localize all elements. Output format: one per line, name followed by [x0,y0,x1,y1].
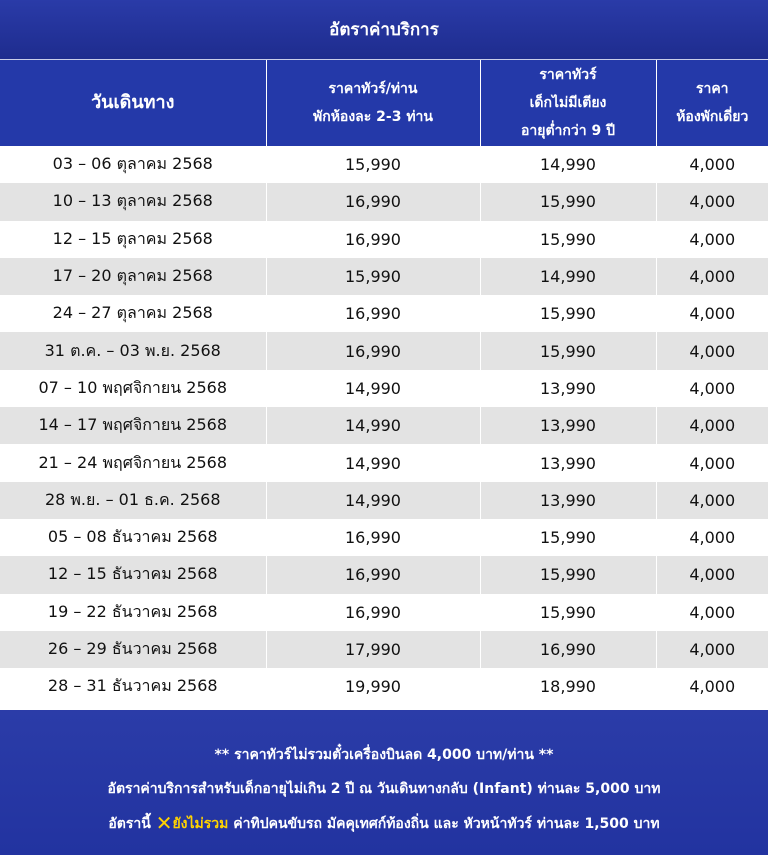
table-row [0,519,768,556]
cell-date: 12 – 15 ธันวาคม 2568 [0,556,266,593]
table-row [0,556,768,593]
cell-single-room: 4,000 [656,183,768,220]
cell-date: 14 – 17 พฤศจิกายน 2568 [0,407,266,444]
not-included-label: ยังไม่รวม [172,816,229,832]
cell-date: 17 – 20 ตุลาคม 2568 [0,258,266,295]
cell-adult-price: 15,990 [266,146,480,183]
cell-single-room: 4,000 [656,370,768,407]
cell-adult-price: 19,990 [266,668,480,705]
cell-adult-price: 14,990 [266,482,480,519]
cell-child-price: 13,990 [480,407,656,444]
cell-adult-price: 14,990 [266,407,480,444]
column-header-child-price: ราคาทัวร์ เด็กไม่มีเตียง อายุต่ำกว่า 9 ปี [480,60,656,146]
cell-child-price: 14,990 [480,258,656,295]
cell-child-price: 15,990 [480,295,656,332]
table-row [0,407,768,444]
cell-date: 26 – 29 ธันวาคม 2568 [0,631,266,668]
cell-adult-price: 14,990 [266,370,480,407]
cell-child-price: 13,990 [480,482,656,519]
cell-date: 05 – 08 ธันวาคม 2568 [0,519,266,556]
cell-adult-price: 16,990 [266,519,480,556]
table-row [0,594,768,631]
cell-single-room: 4,000 [656,482,768,519]
cell-child-price: 15,990 [480,556,656,593]
cell-date: 28 พ.ย. – 01 ธ.ค. 2568 [0,482,266,519]
table-row [0,668,768,705]
cell-adult-price: 15,990 [266,258,480,295]
column-header-date: วันเดินทาง [0,60,266,146]
cell-single-room: 4,000 [656,668,768,705]
cell-date: 31 ต.ค. – 03 พ.ย. 2568 [0,332,266,369]
note-tips: อัตรานี้ ✕ยังไม่รวม ค่าทิปคนขับรถ มัคคุเทศก์ท้องถิ่น และ หัวหน้าทัวร์ ท่านละ 1,500 บาท [108,811,660,835]
cross-icon: ✕ [155,811,173,835]
table-row [0,258,768,295]
table-body [0,146,768,705]
cell-adult-price: 16,990 [266,556,480,593]
cell-child-price: 15,990 [480,594,656,631]
cell-date: 24 – 27 ตุลาคม 2568 [0,295,266,332]
cell-child-price: 14,990 [480,146,656,183]
cell-adult-price: 17,990 [266,631,480,668]
cell-child-price: 13,990 [480,444,656,481]
cell-child-price: 13,990 [480,370,656,407]
cell-date: 28 – 31 ธันวาคม 2568 [0,668,266,705]
note-airfare: ** ราคาทัวร์ไม่รวมตั๋วเครื่องบินลด 4,000 บาท/ท่าน ** [214,747,554,763]
cell-date: 07 – 10 พฤศจิกายน 2568 [0,370,266,407]
cell-date: 12 – 15 ตุลาคม 2568 [0,221,266,258]
page-title: อัตราค่าบริการ [0,0,768,60]
table-row [0,183,768,220]
cell-single-room: 4,000 [656,221,768,258]
cell-child-price: 15,990 [480,519,656,556]
table-row [0,370,768,407]
column-header-single-room: ราคา ห้องพักเดี่ยว [656,60,768,146]
cell-single-room: 4,000 [656,519,768,556]
cell-single-room: 4,000 [656,332,768,369]
cell-adult-price: 16,990 [266,183,480,220]
cell-child-price: 15,990 [480,183,656,220]
column-header-adult-price: ราคาทัวร์/ท่าน พักห้องละ 2-3 ท่าน [266,60,480,146]
cell-date: 10 – 13 ตุลาคม 2568 [0,183,266,220]
table-row [0,631,768,668]
table-row [0,482,768,519]
cell-child-price: 16,990 [480,631,656,668]
cell-single-room: 4,000 [656,295,768,332]
table-row [0,221,768,258]
price-table [0,60,768,705]
note-infant: อัตราค่าบริการสำหรับเด็กอายุไม่เกิน 2 ปี ณ วันเดินทางกลับ (Infant) ท่านละ 5,000 บาท [107,781,661,797]
cell-adult-price: 16,990 [266,295,480,332]
table-row [0,332,768,369]
table-row [0,146,768,183]
cell-single-room: 4,000 [656,146,768,183]
cell-single-room: 4,000 [656,407,768,444]
cell-adult-price: 16,990 [266,221,480,258]
cell-single-room: 4,000 [656,444,768,481]
table-row [0,444,768,481]
table-header [0,60,768,146]
cell-adult-price: 16,990 [266,594,480,631]
cell-child-price: 15,990 [480,221,656,258]
notes-footer [0,710,768,855]
cell-adult-price: 14,990 [266,444,480,481]
cell-date: 19 – 22 ธันวาคม 2568 [0,594,266,631]
cell-single-room: 4,000 [656,556,768,593]
cell-child-price: 18,990 [480,668,656,705]
cell-child-price: 15,990 [480,332,656,369]
cell-single-room: 4,000 [656,631,768,668]
cell-date: 03 – 06 ตุลาคม 2568 [0,146,266,183]
cell-adult-price: 16,990 [266,332,480,369]
cell-single-room: 4,000 [656,258,768,295]
cell-date: 21 – 24 พฤศจิกายน 2568 [0,444,266,481]
table-row [0,295,768,332]
cell-single-room: 4,000 [656,594,768,631]
